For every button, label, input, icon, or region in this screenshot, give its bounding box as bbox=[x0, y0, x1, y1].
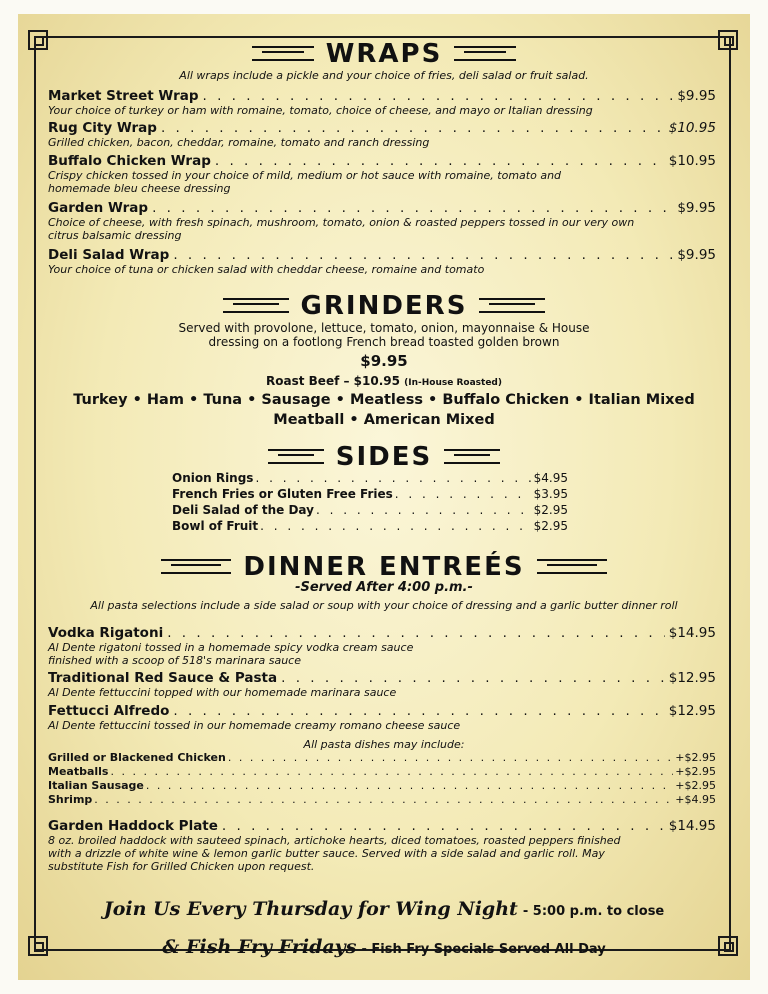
fish-fry-script: & Fish Fry Fridays bbox=[162, 936, 357, 958]
item-name: Market Street Wrap bbox=[48, 88, 199, 104]
addon-name: Grilled or Blackened Chicken bbox=[48, 751, 226, 764]
addon-name: Italian Sausage bbox=[48, 779, 144, 792]
wing-night-time: - 5:00 p.m. to close bbox=[522, 904, 665, 919]
roast-beef-line bbox=[0, 374, 768, 388]
item-name: Traditional Red Sauce & Pasta bbox=[48, 670, 278, 686]
wraps-title: WRAPS bbox=[325, 38, 443, 69]
side-item bbox=[172, 518, 568, 534]
fish-fry-note: - Fish Fry Specials Served All Day bbox=[361, 942, 606, 957]
menu-item bbox=[48, 625, 716, 667]
side-item bbox=[172, 470, 568, 486]
grinders-price: $9.95 bbox=[360, 352, 408, 370]
menu-item bbox=[48, 200, 716, 242]
addon-item bbox=[48, 765, 716, 779]
wraps-heading bbox=[0, 38, 768, 69]
item-price: $14.95 bbox=[668, 625, 716, 641]
sides-title: SIDES bbox=[335, 441, 433, 472]
wraps-note: All wraps include a pickle and your choice of fries, deli salad or fruit salad. bbox=[179, 69, 589, 82]
menu-item bbox=[48, 670, 716, 699]
menu-item bbox=[48, 88, 716, 117]
addon-name: Shrimp bbox=[48, 793, 93, 806]
fish-fry-line bbox=[0, 936, 768, 958]
item-price: $9.95 bbox=[677, 247, 716, 263]
side-item bbox=[172, 486, 568, 502]
menu-item bbox=[48, 153, 716, 195]
addons-title: All pasta dishes may include: bbox=[303, 738, 465, 751]
grinders-varieties-1: Turkey • Ham • Tuna • Sausage • Meatless • Buffalo Chicken • Italian Mixed bbox=[73, 392, 695, 408]
grinders-title: GRINDERS bbox=[300, 290, 468, 321]
item-price: $9.95 bbox=[677, 200, 716, 216]
item-price: $14.95 bbox=[668, 818, 716, 834]
side-name: Bowl of Fruit bbox=[172, 519, 259, 533]
heading-rule-left bbox=[161, 559, 231, 574]
heading-rule-right bbox=[444, 449, 500, 464]
roast-beef-price: Roast Beef – $10.95 bbox=[266, 374, 400, 388]
item-name: Buffalo Chicken Wrap bbox=[48, 153, 211, 169]
dinner-heading bbox=[0, 551, 768, 582]
item-price: $12.95 bbox=[668, 703, 716, 719]
heading-rule-left bbox=[268, 449, 324, 464]
item-name: Fettucci Alfredo bbox=[48, 703, 170, 719]
side-price: $4.95 bbox=[533, 471, 568, 485]
item-price: $9.95 bbox=[677, 88, 716, 104]
item-desc: Crispy chicken tossed in your choice of mild, medium or hot sauce with romaine, tomato and homemade bleu cheese dressing bbox=[48, 169, 562, 195]
item-name: Rug City Wrap bbox=[48, 120, 157, 136]
item-desc: Your choice of turkey or ham with romaine, tomato, choice of cheese, and mayo or Italian dressing bbox=[48, 104, 593, 117]
side-item bbox=[172, 502, 568, 518]
side-price: $3.95 bbox=[533, 487, 568, 501]
roast-beef-note: (In-House Roasted) bbox=[404, 378, 502, 388]
addon-item bbox=[48, 751, 716, 765]
sides-heading bbox=[0, 441, 768, 472]
addon-price: +$2.95 bbox=[675, 779, 716, 792]
item-price: $10.95 bbox=[668, 120, 716, 136]
item-name: Deli Salad Wrap bbox=[48, 247, 170, 263]
dinner-title: DINNER ENTREÉS bbox=[243, 551, 525, 582]
heading-rule-right bbox=[537, 559, 607, 574]
menu-item bbox=[48, 703, 716, 732]
addon-price: +$4.95 bbox=[675, 793, 716, 806]
item-price: $10.95 bbox=[668, 153, 716, 169]
heading-rule-right bbox=[454, 46, 516, 61]
menu-item bbox=[48, 818, 716, 873]
wing-night-line bbox=[0, 898, 768, 920]
addon-price: +$2.95 bbox=[675, 765, 716, 778]
dinner-subtitle: -Served After 4:00 p.m.- bbox=[295, 580, 473, 595]
item-desc: Al Dente fettuccini tossed in our homemade creamy romano cheese sauce bbox=[48, 719, 461, 732]
side-name: French Fries or Gluten Free Fries bbox=[172, 487, 393, 501]
item-name: Garden Haddock Plate bbox=[48, 818, 218, 834]
item-desc: Grilled chicken, bacon, cheddar, romaine, tomato and ranch dressing bbox=[48, 136, 430, 149]
heading-rule-right bbox=[479, 298, 545, 313]
wing-night-script: Join Us Every Thursday for Wing Night bbox=[103, 898, 518, 920]
addon-item bbox=[48, 793, 716, 807]
grinders-note: Served with provolone, lettuce, tomato, onion, mayonnaise & House dressing on a footlong French bread toasted golden brown bbox=[178, 321, 590, 349]
item-desc: Al Dente rigatoni tossed in a homemade spicy vodka cream sauce finished with a scoop of 518's marinara sauce bbox=[48, 641, 414, 667]
dinner-note: All pasta selections include a side salad or soup with your choice of dressing and a garlic butter dinner roll bbox=[90, 599, 678, 612]
heading-rule-left bbox=[223, 298, 289, 313]
side-name: Deli Salad of the Day bbox=[172, 503, 314, 517]
item-price: $12.95 bbox=[668, 670, 716, 686]
side-price: $2.95 bbox=[533, 519, 568, 533]
heading-rule-left bbox=[252, 46, 314, 61]
side-price: $2.95 bbox=[533, 503, 568, 517]
menu-item bbox=[48, 247, 716, 276]
grinders-heading bbox=[0, 290, 768, 321]
item-desc: 8 oz. broiled haddock with sauteed spinach, artichoke hearts, diced tomatoes, roasted peppers finished with a drizzle of white wine & lemon garlic butter sauce. Served with a side salad and garlic roll. May substitute Fish for Grilled Chicken upon request. bbox=[48, 834, 621, 873]
addon-price: +$2.95 bbox=[675, 751, 716, 764]
side-name: Onion Rings bbox=[172, 471, 254, 485]
item-name: Garden Wrap bbox=[48, 200, 149, 216]
addon-name: Meatballs bbox=[48, 765, 109, 778]
grinders-varieties-2: Meatball • American Mixed bbox=[273, 412, 495, 428]
item-desc: Your choice of tuna or chicken salad with cheddar cheese, romaine and tomato bbox=[48, 263, 485, 276]
menu-item bbox=[48, 120, 716, 149]
item-desc: Choice of cheese, with fresh spinach, mushroom, tomato, onion & roasted peppers tossed in our very own citrus balsamic dressing bbox=[48, 216, 635, 242]
item-name: Vodka Rigatoni bbox=[48, 625, 164, 641]
addon-item bbox=[48, 779, 716, 793]
item-desc: Al Dente fettuccini topped with our homemade marinara sauce bbox=[48, 686, 397, 699]
